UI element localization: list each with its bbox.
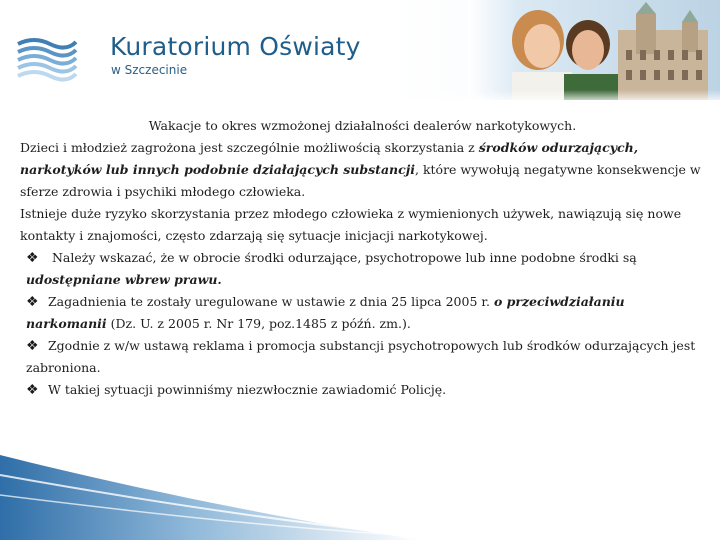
paragraph-1-text-a: Dzieci i młodzież zagrożona jest szczególnie możliwością skorzystania z <box>20 140 479 155</box>
bullet-4-text: W takiej sytuacji powinniśmy niezwłocznie zawiadomić Policję. <box>48 382 447 397</box>
header-photo <box>468 0 720 100</box>
bullet-item-3 <box>20 335 705 379</box>
bullet-item-2 <box>20 291 705 335</box>
paragraph-2: Istnieje duże ryzyko skorzystania przez młodego człowieka z wymienionych używek, nawiązują się nowe kontakty i znajomości, często zdarzają się sytuacje inicjacji narkotykowej. <box>20 206 682 243</box>
bullet-2-bold: o przeciwdziałaniu narkomanii <box>26 294 625 331</box>
diamond-bullet-icon: ❖ <box>26 294 39 310</box>
brand-subtitle: w Szczecinie <box>111 63 188 77</box>
bullet-2-post: (Dz. U. z 2005 r. Nr 179, poz.1485 z późń. zm.). <box>106 316 411 331</box>
diamond-bullet-icon: ❖ <box>26 338 39 354</box>
diamond-bullet-icon: ❖ <box>26 382 39 398</box>
bullet-3-text: Zgodnie z w/w ustawą reklama i promocja substancji psychotropowych lub środków odurzających jest zabroniona. <box>26 338 696 375</box>
header-banner <box>0 0 720 100</box>
diamond-bullet-icon: ❖ <box>26 250 39 266</box>
students-and-building-image <box>468 0 720 100</box>
heading-line: Wakacje to okres wzmożonej działalności dealerów narkotykowych. <box>148 118 577 133</box>
bullet-1-text: Należy wskazać, że w obrocie środki odurzające, psychotropowe lub inne podobne środki są <box>48 250 637 265</box>
paragraph-1 <box>20 137 705 203</box>
brand-title: Kuratorium Oświaty <box>110 32 361 61</box>
kuratorium-logo-icon <box>14 30 78 82</box>
bullet-item-1 <box>20 247 705 291</box>
header-fade <box>0 90 720 104</box>
bullet-item-4 <box>20 379 705 401</box>
bullet-2-text: Zagadnienia te zostały uregulowane w ustawie z dnia 25 lipca 2005 r. <box>48 294 494 309</box>
content-area <box>20 115 705 401</box>
footer-wave-decoration <box>0 455 720 540</box>
paragraph-1-bold: środków odurzających, narkotyków lub innych podobnie działających substancji <box>20 140 639 177</box>
paragraph-1-text-c: , które wywołują negatywne konsekwencje w sferze zdrowia i psychiki młodego człowieka. <box>20 162 701 199</box>
bullet-1-bold: udostępniane wbrew prawu. <box>26 272 222 287</box>
